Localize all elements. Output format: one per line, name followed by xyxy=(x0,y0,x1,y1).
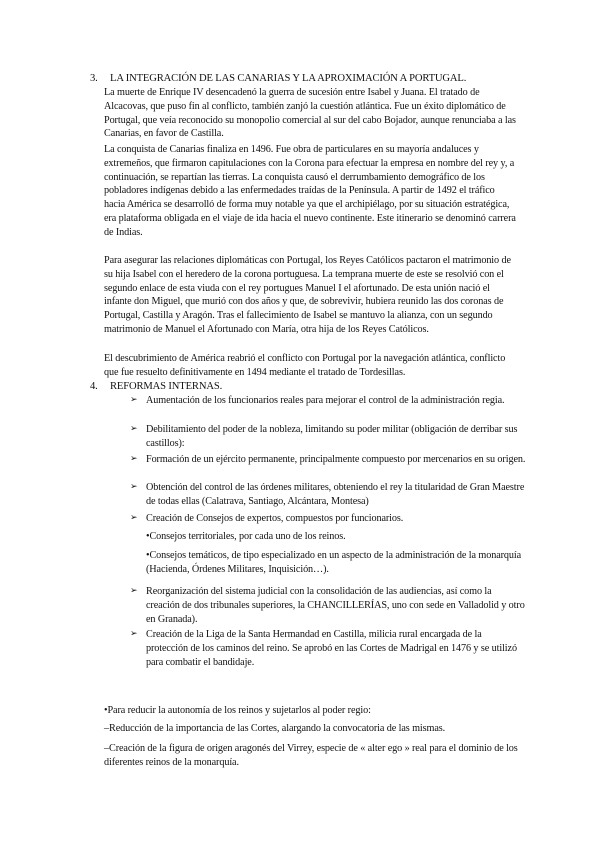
arrow-bullet-icon: ➢ xyxy=(130,513,138,523)
arrow-bullet-icon: ➢ xyxy=(130,395,138,405)
list-item-text: Aumentación de los funcionarios reales para mejorar el control de la administración regia. xyxy=(146,395,505,406)
section-3-paragraph-1: La muerte de Enrique IV desencadenó la guerra de sucesión entre Isabel y Juana. El tratado de Alcacovas, que puso fin al conflicto, también zanjó la cuestión atlántica. Fue un éxito diplomático de Portugal, que veía reconocido su monopolio comercial al sur del cabo Bojador, aunque renunciaba a las Canarias, en favor de Castilla. xyxy=(104,87,516,140)
footer-note-cortes: –Reducción de la importancia de las Cortes, alargando la convocatoria de las mismas. xyxy=(104,723,446,734)
footer-note-virrey: –Creación de la figura de origen aragonés del Virrey, especie de « alter ego » real para el dominio de los diferentes reinos de la monarquía. xyxy=(104,743,518,768)
list-item-text: Formación de un ejército permanente, principalmente compuesto por mercenarios en su origen. xyxy=(146,454,526,465)
list-item-text: Reorganización del sistema judicial con la consolidación de las audiencias, así como la creación de dos tribunales superiores, la CHANCILLERÍAS, uno con sede en Valladolid y otro en Granada). xyxy=(146,586,525,625)
council-subitem-thematic: •Consejos temáticos, de tipo especializado en un aspecto de la administración de la monarquía (Hacienda, Órdenes Militares, Inquisición…). xyxy=(146,550,522,575)
list-item-text: Creación de Consejos de expertos, compuestos por funcionarios. xyxy=(146,513,404,524)
arrow-bullet-icon: ➢ xyxy=(130,629,138,639)
arrow-bullet-icon: ➢ xyxy=(130,482,138,492)
section-3-paragraph-4: El descubrimiento de América reabrió el conflicto con Portugal por la navegación atlántica, conflicto que fue resuelto definitivamente en 1494 mediante el tratado de Tordesillas. xyxy=(104,353,506,378)
arrow-bullet-icon: ➢ xyxy=(130,454,138,464)
section-3-paragraph-3: Para asegurar las relaciones diplomáticas con Portugal, los Reyes Católicos pactaron el matrimonio de su hija Isabel con el heredero de la corona portuguesa. La temprana muerte de este se resolvió con el segundo enlace de esta viuda con el rey portugues Manuel I el afortunado. De esta unión nació el infante don Miguel, que murió con dos años y que, de sobrevivir, hubiera reunido las dos coronas de Portugal, Castilla y Aragón. Tras el fallecimiento de Isabel se mantuvo la alianza, con un segundo matrimonio de Manuel el Afortunado con María, otra hija de los Reyes Católicos. xyxy=(104,255,511,335)
arrow-bullet-icon: ➢ xyxy=(130,424,138,434)
section-3-number: 3. xyxy=(90,73,98,84)
footer-note-autonomy: •Para reducir la autonomía de los reinos y sujetarlos al poder regio: xyxy=(104,705,371,716)
section-4-number: 4. xyxy=(90,381,98,392)
section-3-title: LA INTEGRACIÓN DE LAS CANARIAS Y LA APROXIMACIÓN A PORTUGAL. xyxy=(110,73,467,84)
council-subitem-territorial: •Consejos territoriales, por cada uno de los reinos. xyxy=(146,531,346,542)
list-item-text: Creación de la Liga de la Santa Hermandad en Castilla, milicia rural encargada de la protección de los caminos del reino. Se aprobó en las Cortes de Madrigal en 1476 y se utilizó para combatir el bandidaje. xyxy=(146,629,517,668)
list-item-text: Debilitamiento del poder de la nobleza, limitando su poder militar (obligación de derribar sus castillos): xyxy=(146,424,518,449)
section-3-paragraph-2: La conquista de Canarias finaliza en 1496. Fue obra de particulares en su mayoría andaluces y extremeños, que firmaron capitulaciones con la Corona para efectuar la empresa en nombre del rey y, a continuación, se repartían las tierras. La conquista causó el derrumbamiento demográfico de los pobladores indígenas debido a las enfermedades traídas de la Península. A partir de 1492 el tráfico hacia América se desarrolló de forma muy notable ya que el archipiélago, por su situación estratégica, era plataforma obligada en el viaje de ida hacia el nuevo continente. Este itinerario se denominó carrera de Indias. xyxy=(104,144,516,238)
section-4-title: REFORMAS INTERNAS. xyxy=(110,381,223,392)
list-item-text: Obtención del control de las órdenes militares, obteniendo el rey la titularidad de Gran Maestre de todas ellas (Calatrava, Santiago, Alcántara, Montesa) xyxy=(146,482,525,507)
arrow-bullet-icon: ➢ xyxy=(130,586,138,596)
